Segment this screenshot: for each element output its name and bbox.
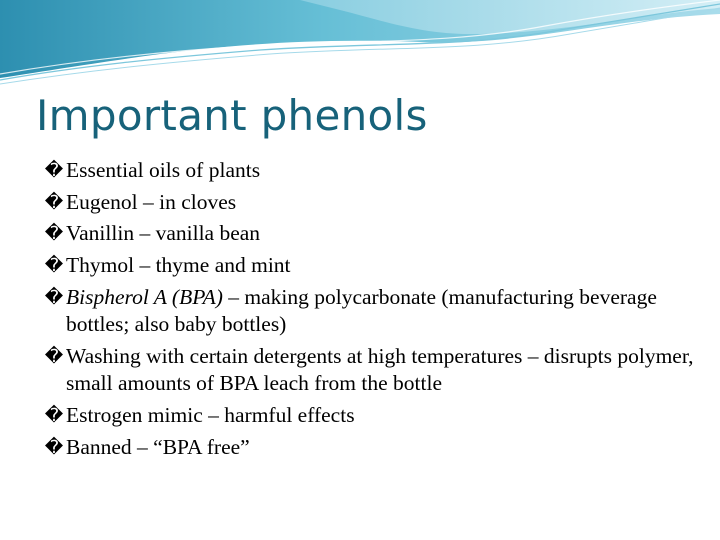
bullet-item (44, 284, 694, 339)
bullet-text: Thymol – thyme and mint (66, 253, 291, 278)
bullet-marker-icon: � (44, 345, 64, 367)
bullet-text: Eugenol – in cloves (66, 189, 237, 214)
header-wave-decoration (0, 0, 720, 90)
bullet-item (44, 434, 694, 462)
bullet-item (44, 252, 694, 280)
bullet-marker-icon: � (44, 255, 64, 277)
bullet-marker-icon: � (44, 405, 64, 427)
bullet-text: Essential oils of plants (66, 158, 261, 182)
bullet-text: Estrogen mimic – harmful effects (66, 403, 355, 428)
bullet-text: Banned – “BPA free” (66, 434, 250, 459)
bullet-text: Vanillin – vanilla bean (66, 221, 261, 246)
bullet-item (44, 157, 694, 185)
bullet-marker-icon: � (44, 191, 64, 213)
bullet-item (44, 189, 694, 217)
bullet-italic-term: Bispherol A (BPA) (66, 284, 223, 309)
bullet-marker-icon: � (44, 436, 64, 458)
bullet-list (44, 157, 694, 466)
slide-title: Important phenols (36, 91, 428, 140)
bullet-marker-icon: � (44, 286, 64, 308)
bullet-marker-icon: � (44, 223, 64, 245)
bullet-item (44, 343, 694, 398)
bullet-marker-icon: � (44, 160, 64, 181)
bullet-item (44, 402, 694, 430)
bullet-item (44, 220, 694, 248)
bullet-text: Washing with certain detergents at high temperatures – disrupts polymer, small amounts of BPA leach from the bottle (66, 343, 694, 396)
bullet-text: – making polycarbonate (manufacturing beverage bottles; also baby bottles) (66, 284, 657, 337)
